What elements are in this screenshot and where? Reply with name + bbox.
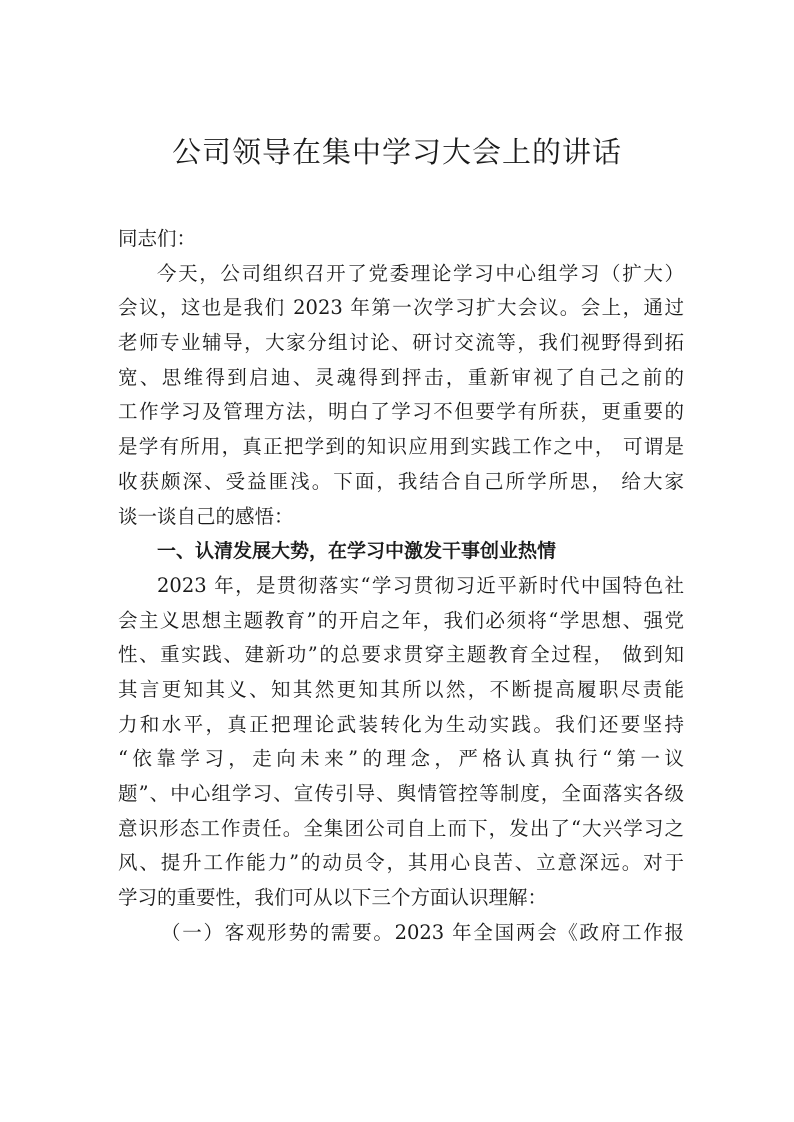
paragraph-line: 谈一谈自己的感悟： [118,504,294,528]
paragraph-line: 今天，公司组织召开了党委理论学习中心组学习（扩大） [157,261,684,285]
paragraph-line: 力和水平，真正把理论武装转化为生动实践。我们还要坚持 [118,712,684,736]
section-heading: 一、认清发展大势，在学习中激发干事创业热情 [157,540,557,563]
document-title: 公司领导在集中学习大会上的讲话 [171,135,622,169]
subsection-heading: （一）客观形势的需要。2023 年全国两会《政府工作报 [161,920,684,944]
paragraph-line: 性、重实践、建新功”的总要求贯穿主题教育全过程， 做到知 [118,643,684,667]
paragraph-line: 会主义思想主题教育”的开启之年，我们必须将“学思想、强党 [118,608,684,632]
paragraph-line: 其言更知其义、知其然更知其所以然，不断提高履职尽责能 [118,677,684,701]
paragraph-line: 学习的重要性，我们可从以下三个方面认识理解： [118,886,548,910]
paragraph-line: 是学有所用，真正把学到的知识应用到实践工作之中， 可谓是 [118,435,684,459]
paragraph-line: 宽、思维得到启迪、灵魂得到抨击，重新审视了自己之前的 [118,365,684,389]
paragraph-line: 工作学习及管理方法，明白了学习不但要学有所获，更重要的 [118,400,684,424]
paragraph-line: 2023 年，是贯彻落实“学习贯彻习近平新时代中国特色社 [157,573,684,597]
paragraph-line: 收获颇深、受益匪浅。下面，我结合自己所学所思， 给大家 [118,469,684,493]
paragraph-line: 会议，这也是我们 2023 年第一次学习扩大会议。会上，通过 [118,296,684,320]
document-body [118,222,684,950]
paragraph-line: “依靠学习，走向未来”的理念，严格认真执行“第一议 [118,747,684,771]
paragraph-line: 风、提升工作能力”的动员令，其用心良苦、立意深远。对于 [118,851,684,875]
paragraph-line: 意识形态工作责任。全集团公司自上而下，发出了“大兴学习之 [118,816,684,840]
paragraph-line: 老师专业辅导，大家分组讨论、研讨交流等，我们视野得到拓 [118,331,684,355]
salutation: 同志们： [118,227,197,250]
paragraph-line: 题”、中心组学习、宣传引导、舆情管控等制度，全面落实各级 [118,782,684,805]
